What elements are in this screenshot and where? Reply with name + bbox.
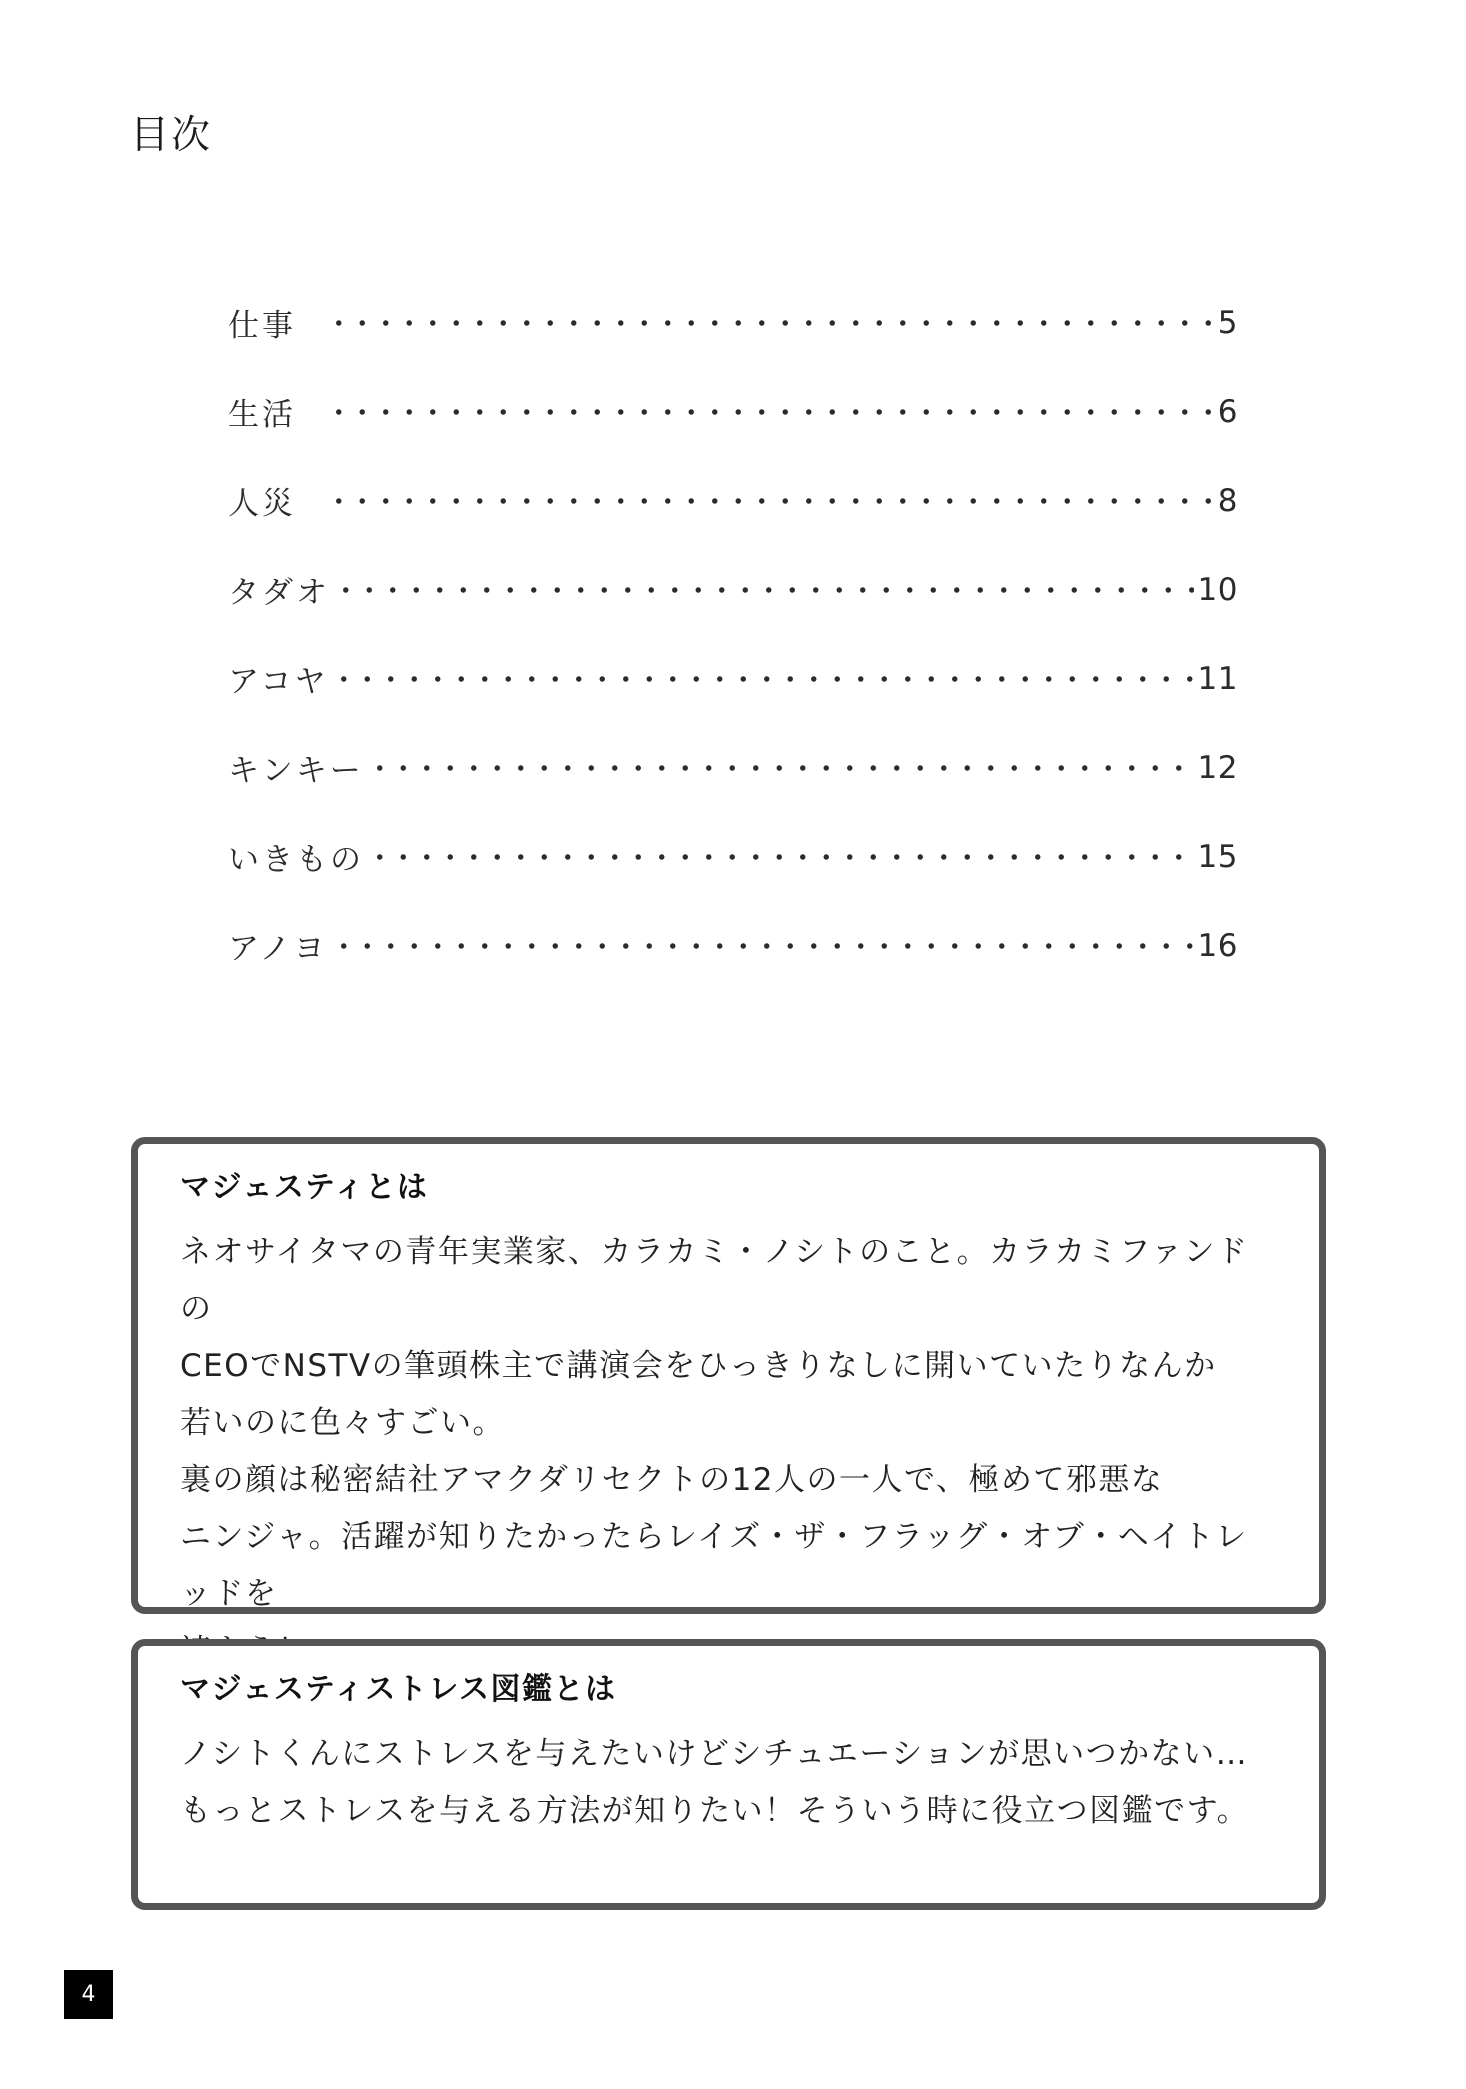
body-line: もっとストレスを与える方法が知りたい！そういう時に役立つ図鑑です。 [180,1793,1250,1829]
toc-entry-page: 11 [1197,660,1238,697]
toc-entry-title: キンキー [228,753,364,789]
toc-entry-disaster[interactable] [228,456,1238,545]
zukan-box-body [180,1726,1279,1840]
toc-entry-page: 15 [1197,838,1238,875]
majesty-info-box [131,1137,1326,1614]
toc-entry-title: アコヤ [228,664,329,700]
toc-entry-page: 6 [1217,393,1238,430]
body-line: ネオサイタマの青年実業家、カラカミ・ノシトのこと。カラカミファンドの [180,1234,1249,1327]
toc-entry-work[interactable] [228,278,1238,367]
toc-entry-page: 12 [1197,749,1238,786]
toc-entry-title: アノヨ [228,931,328,967]
toc-leader-dots [327,498,1212,504]
toc-leader-dots [327,320,1212,326]
body-line: 裏の顔は秘密結社アマクダリセクトの12人の一人で、極めて邪悪な [180,1462,1164,1498]
toc-entry-title: いきもの [228,842,364,878]
toc-entry-title: 生活 [228,397,296,433]
toc-entry-title: 人災 [228,486,296,522]
toc-entry-kinky[interactable] [228,723,1238,812]
toc-entry-anoyo[interactable] [228,901,1238,990]
body-line: ノシトくんにストレスを与えたいけどシチュエーションが思いつかない… [180,1736,1249,1772]
body-line: ニンジャ。活躍が知りたかったらレイズ・ザ・フラッグ・オブ・ヘイトレッドを [180,1519,1248,1612]
toc-leader-dots [368,854,1194,860]
toc-leader-dots [334,587,1194,593]
toc-leader-dots [332,943,1194,949]
table-of-contents [228,278,1238,990]
toc-entry-title: タダオ [228,575,330,611]
majesty-box-body [180,1224,1279,1680]
toc-entry-life[interactable] [228,367,1238,456]
toc-leader-dots [332,676,1193,682]
page-number-badge: 4 [64,1970,113,2019]
toc-entry-title: 仕事 [228,308,296,344]
toc-leader-dots [327,409,1212,415]
toc-entry-page: 16 [1197,927,1238,964]
toc-entry-page: 8 [1217,482,1238,519]
toc-entry-akoya[interactable] [228,634,1238,723]
majesty-box-heading: マジェスティとは [180,1170,429,1205]
toc-entry-creatures[interactable] [228,812,1238,901]
toc-leader-dots [368,765,1194,771]
zukan-box-heading: マジェスティストレス図鑑とは [180,1672,617,1707]
toc-entry-tadao[interactable] [228,545,1238,634]
body-line: 若いのに色々すごい。 [180,1405,505,1441]
body-line: CEOでNSTVの筆頭株主で講演会をひっきりなしに開いていたりなんか [180,1348,1217,1384]
toc-entry-page: 5 [1217,304,1238,341]
stress-zukan-info-box [131,1639,1326,1910]
page-title: 目次 [130,113,213,158]
toc-entry-page: 10 [1197,571,1238,608]
